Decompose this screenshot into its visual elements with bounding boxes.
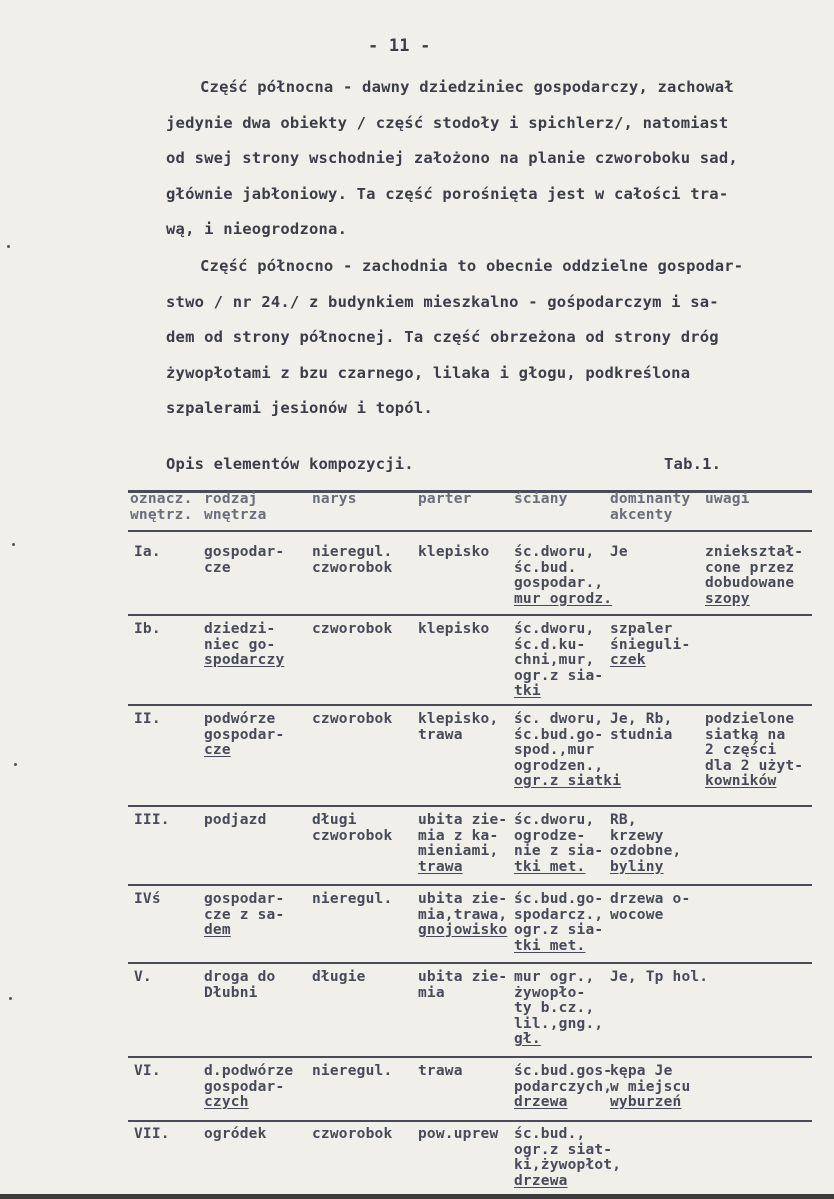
table-cell: ogr.z sia- — [514, 922, 604, 938]
table-rule — [128, 1120, 812, 1122]
column-header: dominanty — [610, 491, 691, 507]
table-cell: w miejscu — [610, 1078, 691, 1095]
table-cell: nie z sia- — [514, 843, 604, 859]
page-number: - 11 - — [368, 36, 431, 56]
table-cell: drzewa — [514, 1094, 568, 1110]
table-cell: 2 części — [705, 742, 777, 758]
table-cell: cze — [204, 742, 231, 758]
table-cell: nieregul. — [312, 1063, 393, 1079]
table-rule — [128, 1056, 812, 1058]
table-cell: RB, — [610, 812, 637, 828]
table-cell: zniekształ- — [705, 544, 804, 560]
table-cell: czworobok — [312, 827, 393, 844]
table-cell: trawa — [418, 726, 463, 743]
table-cell: ty b.cz., — [514, 1000, 595, 1016]
table-cell: klepisko — [418, 544, 490, 560]
table-cell: podjazd — [204, 812, 267, 828]
column-header: parter — [418, 491, 472, 507]
table-cell: długie — [312, 969, 366, 985]
column-header: oznacz. — [130, 491, 193, 507]
table-cell: mia,trawa, — [418, 906, 508, 923]
table-cell: Je, Rb, — [610, 711, 673, 727]
table-cell: kowników — [705, 773, 777, 789]
table-cell: śnieguli- — [610, 636, 691, 653]
table-cell: podwórze — [204, 711, 276, 727]
table-cell: ogr.z siat- — [514, 1141, 613, 1158]
table-rule — [128, 805, 812, 807]
table-cell: drzewa — [514, 1172, 568, 1189]
table-cell: cze z sa- — [204, 906, 285, 923]
table-cell: ogr.z siatki — [514, 773, 622, 789]
table-cell: droga do — [204, 969, 276, 985]
table-cell: ubita zie- — [418, 812, 508, 828]
table-cell: śc.bud.gos- — [514, 1063, 613, 1079]
table-cell: czworobok — [312, 1126, 393, 1142]
table-cell: gospodar- — [204, 891, 285, 907]
table-cell: ogrodzen., — [514, 757, 604, 774]
table-cell: gospodar- — [204, 544, 285, 560]
table-cell: byliny — [610, 858, 664, 875]
row-label: II. — [134, 711, 161, 727]
table-cell: trawa — [418, 858, 463, 875]
table-cell: Je — [610, 544, 628, 560]
table-cell: nieregul. — [312, 544, 393, 560]
column-header: wnętrza — [204, 506, 267, 523]
table-cell: długi — [312, 812, 357, 828]
table-rule — [128, 530, 812, 532]
table-cell: pow.uprew — [418, 1126, 499, 1142]
paragraph-north — [166, 70, 738, 248]
table-cell: dem — [204, 922, 231, 938]
table-cell: ogr.z sia- — [514, 667, 604, 684]
table-cell: gł. — [514, 1031, 541, 1047]
table-rule — [128, 614, 812, 616]
text-line: Część północna - dawny dziedziniec gospodarczy, zachował — [200, 78, 734, 96]
text-line: od swej strony wschodniej założono na planie czworoboku sad, — [166, 149, 738, 167]
column-header: narys — [312, 491, 357, 507]
table-cell: podzielone — [705, 711, 795, 727]
table-cell: śc.bud. — [514, 559, 577, 576]
table-cell: czworobok — [312, 621, 393, 637]
text-line: głównie jabłoniowy. Ta część porośnięta jest w całości tra- — [166, 184, 729, 203]
table-cell: d.podwórze — [204, 1063, 294, 1079]
text-line: żywopłotami z bzu czarnego, lilaka i głogu, podkreślona — [166, 363, 691, 382]
table-rule — [128, 884, 812, 886]
table-cell: gospodar- — [204, 1078, 285, 1095]
table-cell: ki,żywopłot, — [514, 1157, 622, 1173]
column-header: wnętrz. — [130, 506, 193, 523]
table-cell: krzewy — [610, 827, 664, 844]
table-cell: śc.d.ku- — [514, 636, 586, 653]
scan-edge — [0, 1194, 834, 1199]
table-cell: siatką na — [705, 726, 786, 743]
text-line: Część północno - zachodnia to obecnie oddzielne gospodar- — [200, 257, 744, 275]
table-cell: śc.bud.go- — [514, 891, 604, 907]
table-cell: trawa — [418, 1063, 463, 1079]
table-cell: mia z ka- — [418, 827, 499, 844]
table-cell: tki met. — [514, 858, 586, 875]
row-label: V. — [134, 969, 152, 985]
table-cell: cze — [204, 559, 231, 576]
table-cell: Dłubni — [204, 984, 258, 1001]
table-cell: czworobok — [312, 559, 393, 576]
table-cell: spodarcz., — [514, 906, 604, 923]
table-cell: kępa Je — [610, 1063, 673, 1079]
column-header: uwagi — [705, 491, 750, 507]
table-cell: szopy — [705, 590, 750, 607]
row-label: IVś — [134, 891, 161, 907]
paper-speck — [7, 245, 10, 248]
table-cell: tki — [514, 683, 541, 699]
table-cell: nieregul. — [312, 891, 393, 907]
table-cell: cone przez — [705, 559, 795, 576]
table-number: Tab.1. — [664, 455, 722, 473]
text-line: jedynie dwa obiekty / część stodoły i spichlerz/, natomiast — [166, 113, 729, 132]
table-cell: gospodar., — [514, 575, 604, 591]
table-rule — [128, 962, 812, 964]
table-cell: śc.dworu, — [514, 621, 595, 637]
table-cell: dobudowane — [705, 575, 795, 591]
table-cell: mieniami, — [418, 843, 499, 859]
table-cell: dziedzi- — [204, 621, 276, 637]
table-cell: niec go- — [204, 636, 276, 653]
table-cell: podarczych, — [514, 1078, 613, 1095]
table-cell: śc. dworu, — [514, 711, 604, 727]
table-cell: ubita zie- — [418, 891, 508, 907]
table-cell: ogródek — [204, 1126, 267, 1142]
table-cell: czworobok — [312, 711, 393, 727]
column-header: ściany — [514, 491, 568, 507]
table-cell: ogrodze- — [514, 827, 586, 844]
table-cell: gnojowisko — [418, 922, 508, 938]
table-caption: Opis elementów kompozycji. — [166, 455, 414, 473]
table-cell: gospodar- — [204, 726, 285, 743]
table-cell: wocowe — [610, 906, 664, 923]
table-cell: mur ogr., — [514, 969, 595, 985]
table-cell: czych — [204, 1094, 249, 1110]
table-cell: Je, Tp hol. — [610, 969, 709, 985]
table-cell: klepisko — [418, 621, 490, 637]
table-cell: dla 2 użyt- — [705, 757, 804, 774]
table-cell: tki met. — [514, 937, 586, 954]
table-cell: ozdobne, — [610, 843, 682, 859]
row-label: VII. — [134, 1126, 170, 1142]
row-label: III. — [134, 812, 170, 828]
column-header: akcenty — [610, 506, 673, 523]
table-cell: ubita zie- — [418, 969, 508, 985]
row-label: Ib. — [134, 621, 161, 637]
table-cell: spod.,mur — [514, 742, 595, 758]
table-cell: śc.bud.go- — [514, 726, 604, 743]
table-cell: wyburzeń — [610, 1094, 682, 1110]
text-line: dem od strony północnej. Ta część obrzeżona od strony dróg — [166, 328, 719, 346]
table-cell: klepisko, — [418, 711, 499, 727]
paper-speck — [12, 543, 15, 546]
paper-speck — [9, 997, 12, 1000]
table-cell: chni,mur, — [514, 652, 595, 668]
table-cell: śc.dworu, — [514, 544, 595, 560]
table-cell: drzewa o- — [610, 891, 691, 907]
column-header: rodzaj — [204, 491, 258, 507]
table-cell: śc.bud., — [514, 1126, 586, 1142]
table-cell: mia — [418, 984, 445, 1001]
text-line: stwo / nr 24./ z budynkiem mieszkalno - gośpodarczym i sa- — [166, 292, 719, 311]
table-rule — [128, 704, 812, 706]
table-cell: czek — [610, 652, 646, 668]
table-cell: śc.dworu, — [514, 812, 595, 828]
row-label: VI. — [134, 1063, 161, 1079]
table-cell: żywopło- — [514, 984, 586, 1001]
table-cell: szpaler — [610, 621, 673, 637]
table-cell: mur ogrodz. — [514, 590, 613, 607]
paragraph-northwest — [166, 249, 743, 427]
text-line: wą, i nieogrodzona. — [166, 220, 348, 238]
row-label: Ia. — [134, 544, 161, 560]
text-line: szpalerami jesionów i topól. — [166, 399, 433, 417]
table-cell: lil.,gng., — [514, 1015, 604, 1032]
table-cell: spodarczy — [204, 652, 285, 668]
paper-speck — [14, 763, 17, 766]
table-cell: studnia — [610, 726, 673, 743]
